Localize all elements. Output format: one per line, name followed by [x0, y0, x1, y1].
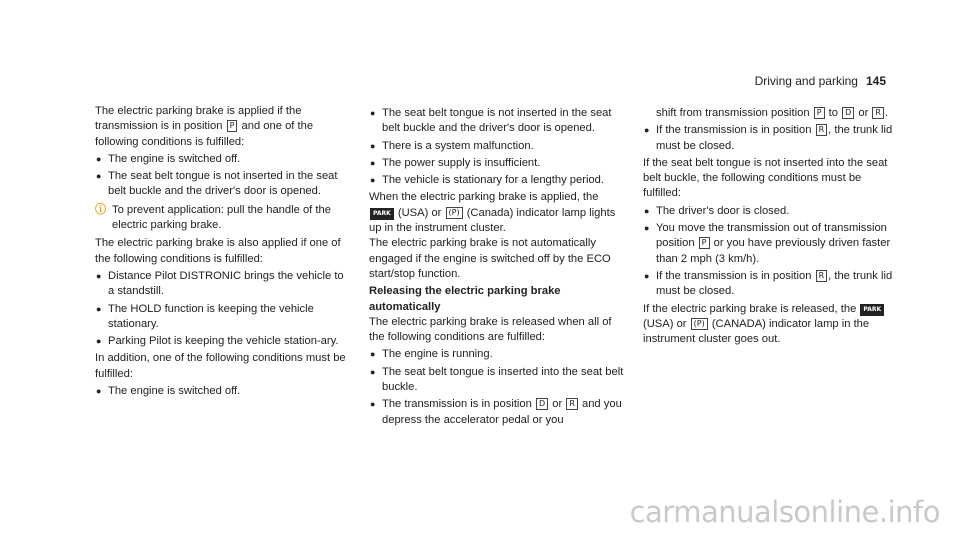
intro-paragraph: The electric parking brake is applied if the transmission is in position P and one of the following conditions is fulfilled:: [95, 105, 314, 148]
bullet-icon: ●: [370, 349, 376, 360]
list-item: ● The seat belt tongue is inserted into the seat belt buckle.: [370, 365, 624, 394]
paragraph: In addition, one of the following conditions must be fulfilled:: [95, 352, 346, 380]
d-symbol-icon: D: [842, 107, 854, 119]
p-symbol-icon: P: [227, 120, 238, 132]
info-icon: ⓘ: [95, 203, 107, 216]
r-symbol-icon: R: [816, 124, 828, 136]
list-item: ● The HOLD function is keeping the vehicle stationary.: [96, 302, 314, 330]
list-item: ● The engine is switched off.: [95, 384, 350, 399]
circle-p-symbol-icon: (P): [446, 207, 463, 219]
list-item: ● You move the transmission out of transmission position P or you have previously driven faster than 2 mph (3 km/h).: [644, 222, 891, 265]
bullet-icon: ●: [370, 175, 376, 186]
bullet-icon: ●: [96, 386, 102, 397]
list-item: ● The seat belt tongue is not inserted in the seat belt buckle and the driver's door is opened.: [370, 107, 612, 135]
r-symbol-icon: R: [816, 270, 828, 282]
bullet-icon: ●: [644, 125, 650, 136]
paragraph: If the seat belt tongue is not inserted into the seat belt buckle, the following conditions must be fulfilled:: [643, 156, 888, 200]
column-1: [95, 104, 350, 401]
watermark: carmanualsonline.info: [629, 495, 940, 529]
paragraph: If the electric parking brake is released, the PARK (USA) or (P) (CANADA) indicator lamp in the instrument cluster goes out.: [643, 302, 898, 348]
list-item: ● The transmission is in position D or R and you depress the accelerator pedal or you: [370, 398, 622, 426]
bullet-icon: ●: [96, 153, 102, 164]
list-item: ● The engine is running.: [369, 347, 624, 362]
bullet-icon: ●: [370, 157, 376, 168]
list-item: ● Parking Pilot is keeping the vehicle station-ary.: [95, 334, 350, 349]
p-symbol-icon: P: [699, 237, 710, 249]
list-item: ● If the transmission is in position R , the trunk lid must be closed.: [644, 124, 893, 152]
paragraph: The electric parking brake is also applied if one of the following conditions is fulfilled:: [95, 237, 341, 265]
bullet-icon: ●: [370, 140, 376, 151]
list-item: ● The power supply is insufficient.: [369, 156, 624, 171]
r-symbol-icon: R: [872, 107, 884, 119]
list-item: ● The driver's door is closed.: [643, 204, 898, 219]
paragraph: The electric parking brake is released when all of the following conditions are fulfilled:: [369, 315, 612, 344]
bullet-icon: ●: [96, 303, 102, 314]
bullet-icon: ●: [96, 270, 102, 281]
park-symbol-icon: PARK: [370, 208, 394, 220]
bullet-icon: ●: [96, 336, 102, 347]
paragraph: The electric parking brake is not automatically engaged if the engine is switched off by the ECO start/stop function.: [369, 237, 611, 280]
bullet-icon: ●: [644, 270, 650, 281]
d-symbol-icon: D: [536, 398, 548, 410]
list-item: ● The vehicle is stationary for a lengthy period.: [369, 173, 624, 188]
p-symbol-icon: P: [814, 107, 825, 119]
column-3: [643, 104, 898, 347]
list-item: ● The seat belt tongue is not inserted in the seat belt buckle and the driver's door is opened.: [96, 170, 338, 198]
list-item: ● If the transmission is in position R , the trunk lid must be closed.: [644, 269, 893, 298]
park-symbol-icon: PARK: [860, 304, 884, 316]
list-item-continued: shift from transmission position P to D or R .: [656, 107, 889, 119]
paragraph: When the electric parking brake is applied, the PARK (USA) or (P) (Canada) indicator lamp lights up in the instrument cluster.: [369, 191, 616, 235]
list-item: ● There is a system malfunction.: [369, 139, 624, 154]
bullet-icon: ●: [370, 108, 376, 118]
r-symbol-icon: R: [566, 398, 578, 410]
bullet-icon: ●: [370, 366, 376, 377]
column-2: [369, 104, 624, 430]
page-number: 145: [865, 74, 886, 88]
list-item: ● The engine is switched off.: [95, 152, 350, 167]
note: ⓘ To prevent application: pull the handle of the electric parking brake.: [95, 203, 331, 232]
list-item: ● Distance Pilot DISTRONIC brings the vehicle to a standstill.: [96, 269, 344, 298]
section-title: Driving and parking: [754, 74, 858, 88]
section-heading: Releasing the electric parking brake automatically: [369, 285, 561, 313]
bullet-icon: ●: [644, 223, 650, 234]
bullet-icon: ●: [96, 171, 102, 182]
circle-p-symbol-icon: (P): [691, 318, 708, 330]
bullet-icon: ●: [370, 399, 376, 410]
bullet-icon: ●: [644, 205, 650, 216]
page-header: [755, 74, 886, 88]
